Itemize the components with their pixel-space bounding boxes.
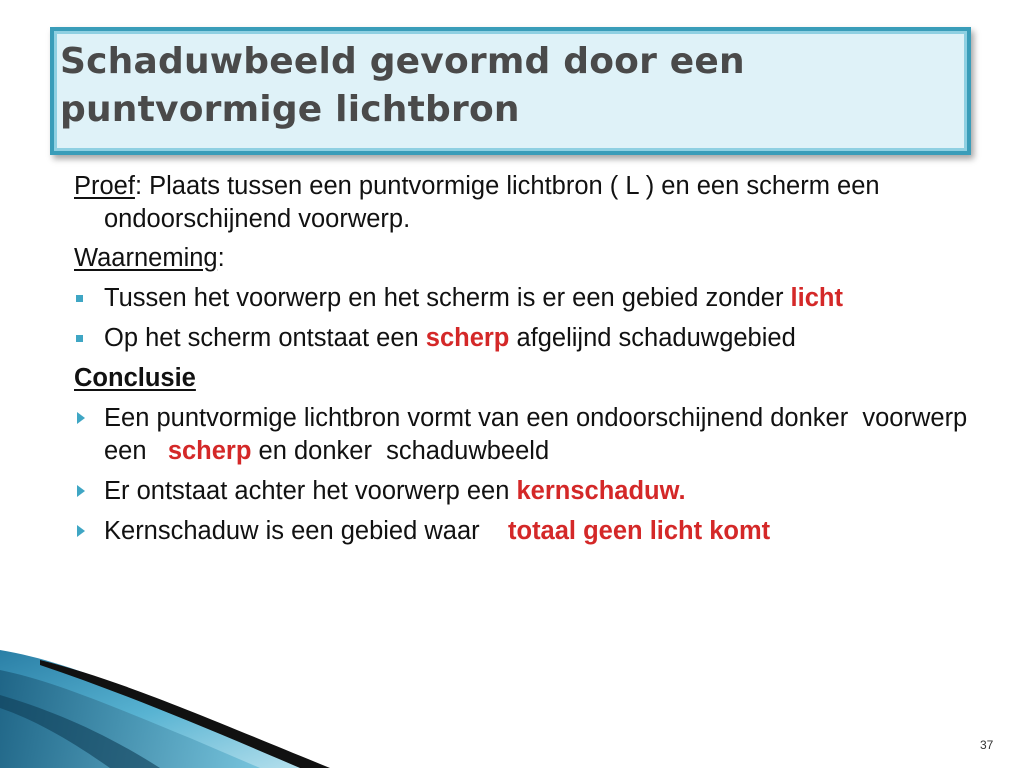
decorative-swoosh [0, 640, 330, 768]
waarneming-heading [74, 242, 974, 275]
item-highlight: totaal geen licht komt [508, 517, 771, 545]
triangle-bullet-icon [77, 412, 85, 424]
proef-label: Proef [74, 172, 135, 200]
item-highlight: kernschaduw. [516, 477, 686, 505]
conclusie-item [74, 515, 974, 548]
item-highlight: licht [790, 284, 843, 312]
item-text: Op het scherm ontstaat een [104, 324, 426, 352]
conclusie-item [74, 475, 974, 508]
square-bullet-icon [76, 335, 83, 342]
slide-title: Schaduwbeeld gevormd door een puntvormige lichtbron [60, 41, 745, 130]
conclusie-label: Conclusie [74, 364, 196, 392]
triangle-bullet-icon [77, 485, 85, 497]
item-highlight: scherp [167, 437, 252, 465]
square-bullet-icon [76, 295, 83, 302]
waarneming-item [74, 322, 974, 355]
waarneming-suffix: : [217, 244, 225, 272]
slide-body [74, 170, 974, 548]
waarneming-label: Waarneming [74, 244, 218, 272]
conclusie-heading [74, 362, 974, 395]
proef-text: : Plaats tussen een puntvormige lichtbron ( L ) en een scherm een ondoorschijnend voorwerp. [104, 172, 880, 233]
page-number: 37 [980, 738, 994, 752]
waarneming-item [74, 282, 974, 315]
conclusie-item [74, 402, 974, 468]
proef-paragraph [74, 170, 974, 236]
item-after: en donker schaduwbeeld [251, 437, 550, 465]
item-text: Een puntvormige lichtbron vormt van een ondoorschijnend donker voorwerp een [104, 404, 975, 465]
item-text: Kernschaduw is een gebied waar [104, 517, 508, 545]
item-text: Er ontstaat achter het voorwerp een [104, 477, 517, 505]
item-after: afgelijnd schaduwgebied [509, 324, 796, 352]
item-highlight: scherp [425, 324, 510, 352]
triangle-bullet-icon [77, 525, 85, 537]
item-text: Tussen het voorwerp en het scherm is er een gebied zonder [104, 284, 791, 312]
